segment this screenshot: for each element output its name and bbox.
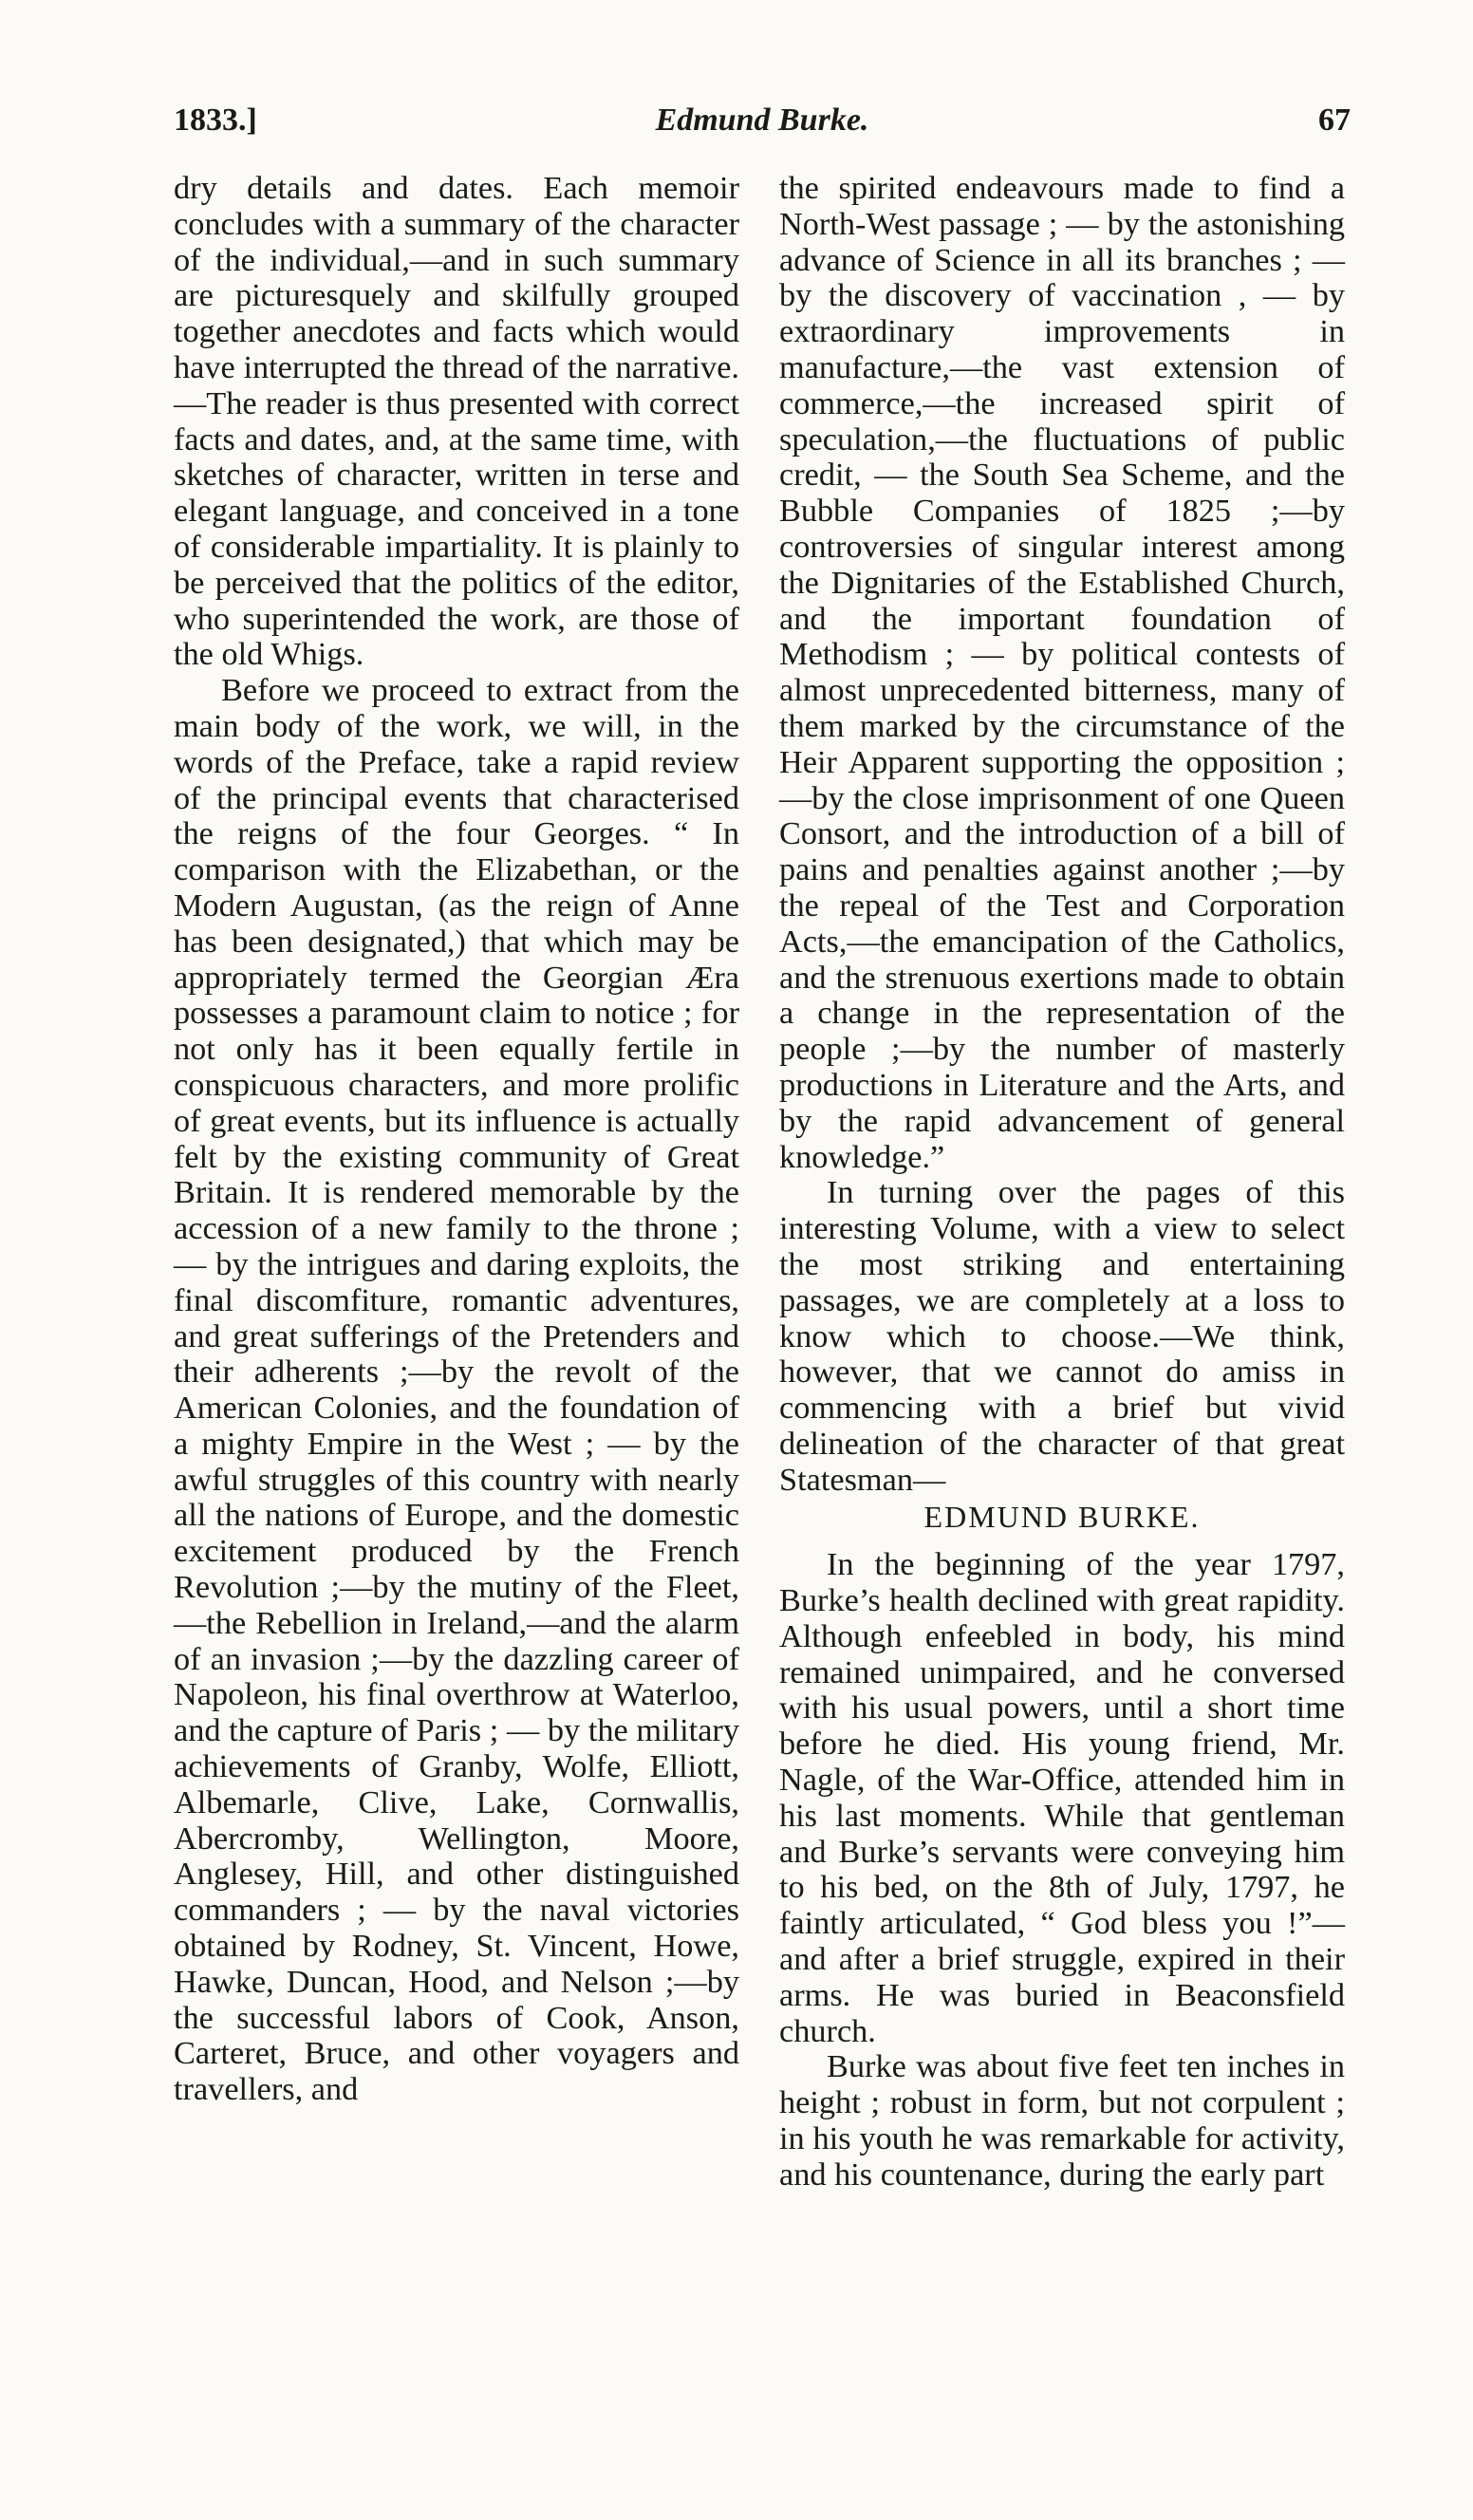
right-column xyxy=(779,171,1345,2193)
running-header xyxy=(174,103,1351,150)
paragraph-selection: In turning over the pages of this interesting Volume, with a view to select the most striking and entertaining passages, we are completely at a loss to know which to choose.—We think, however, that we cannot do amiss in commencing with a brief but vivid delineation of the character of that great Statesman— xyxy=(779,1174,1345,1498)
page-number: 67 xyxy=(1318,103,1351,138)
header-title: Edmund Burke. xyxy=(655,103,869,138)
paragraph-memoir-summary: dry details and dates. Each memoir concludes with a summary of the character of the individual,—and in such summary are picturesquely and skilfully grouped together anecdotes and facts which would have interrupted the thread of the narrative.—The reader is thus presented with correct facts and dates, and, at the same time, with sketches of character, written in terse and elegant language, and conceived in a tone of considerable impartiality. It is plainly to be perceived that the politics of the editor, who superintended the work, are those of the old Whigs. xyxy=(174,170,739,673)
section-heading: EDMUND BURKE. xyxy=(923,1500,1201,1535)
paragraph-burke-description: Burke was about five feet ten inches in height ; robust in form, but not corpulent ; in his youth he was remarkable for activity, and his countenance, during the early part xyxy=(779,2048,1345,2193)
header-year: 1833.] xyxy=(174,103,257,138)
paragraph-events-continued: the spirited endeavours made to find a North-West passage ; — by the astonishing advance of Science in all its branches ; — by the discovery of vaccination , — by extraordinary improvements in manufacture,—the vast extension of commerce,—the increased spirit of speculation,—the fluctuations of public credit, — the South Sea Scheme, and the Bubble Companies of 1825 ;—by controversies of singular interest among the Dignitaries of the Established Church, and the important foundation of Methodism ; — by political contests of almost unprecedented bitterness, many of them marked by the circumstance of the Heir Apparent supporting the opposition ;—by the close imprisonment of one Queen Consort, and the introduction of a bill of pains and penalties against another ;—by the repeal of the Test and Corporation Acts,—the emancipation of the Catholics, and the strenuous exertions made to obtain a change in the representation of the people ;—by the number of masterly productions in Literature and the Arts, and by the rapid advancement of general knowledge.” xyxy=(779,170,1345,1175)
left-column xyxy=(174,171,739,2108)
paragraph-georgian-era: Before we proceed to extract from the main body of the work, we will, in the words of the Preface, take a rapid review of the principal events that characterised the reigns of the four Georges. “ In comparison with the Elizabethan, or the Modern Augustan, (as the reign of Anne has been designated,) that which may be appropriately termed the Georgian Æra possesses a paramount claim to notice ; for not only has it been equally fertile in conspicuous characters, and more prolific of great events, but its influence is actually felt by the existing community of Great Britain. It is rendered memorable by the accession of a new family to the throne ; — by the intrigues and daring exploits, the final discomfiture, romantic adventures, and great sufferings of the Pretenders and their adherents ;—by the revolt of the American Colonies, and the foundation of a mighty Empire in the West ; — by the awful struggles of this country with nearly all the nations of Europe, and the domestic excitement produced by the French Revolution ;—by the mutiny of the Fleet,—the Rebellion in Ireland,—and the alarm of an invasion ;—by the dazzling career of Napoleon, his final overthrow at Waterloo, and the capture of Paris ; — by the military achievements of Granby, Wolfe, Elliott, Albemarle, Clive, Lake, Cornwallis, Abercromby, Wellington, Moore, Anglesey, Hill, and other distinguished commanders ; — by the naval victories obtained by Rodney, St. Vincent, Howe, Hawke, Duncan, Hood, and Nelson ;—by the successful labors of Cook, Anson, Carteret, Bruce, and other voyagers and travellers, and xyxy=(174,672,739,2108)
paragraph-burke-death: In the beginning of the year 1797, Burke’s health declined with great rapidity. Although enfeebled in body, his mind remained unimpaired, and he conversed with his usual powers, until a short time before he died. His young friend, Mr. Nagle, of the War-Office, attended him in his last moments. While that gentleman and Burke’s servants were conveying him to his bed, on the 8th of July, 1797, he faintly articulated, “ God bless you !”—and after a brief struggle, expired in their arms. He was buried in Beaconsfield church. xyxy=(779,1546,1345,2049)
